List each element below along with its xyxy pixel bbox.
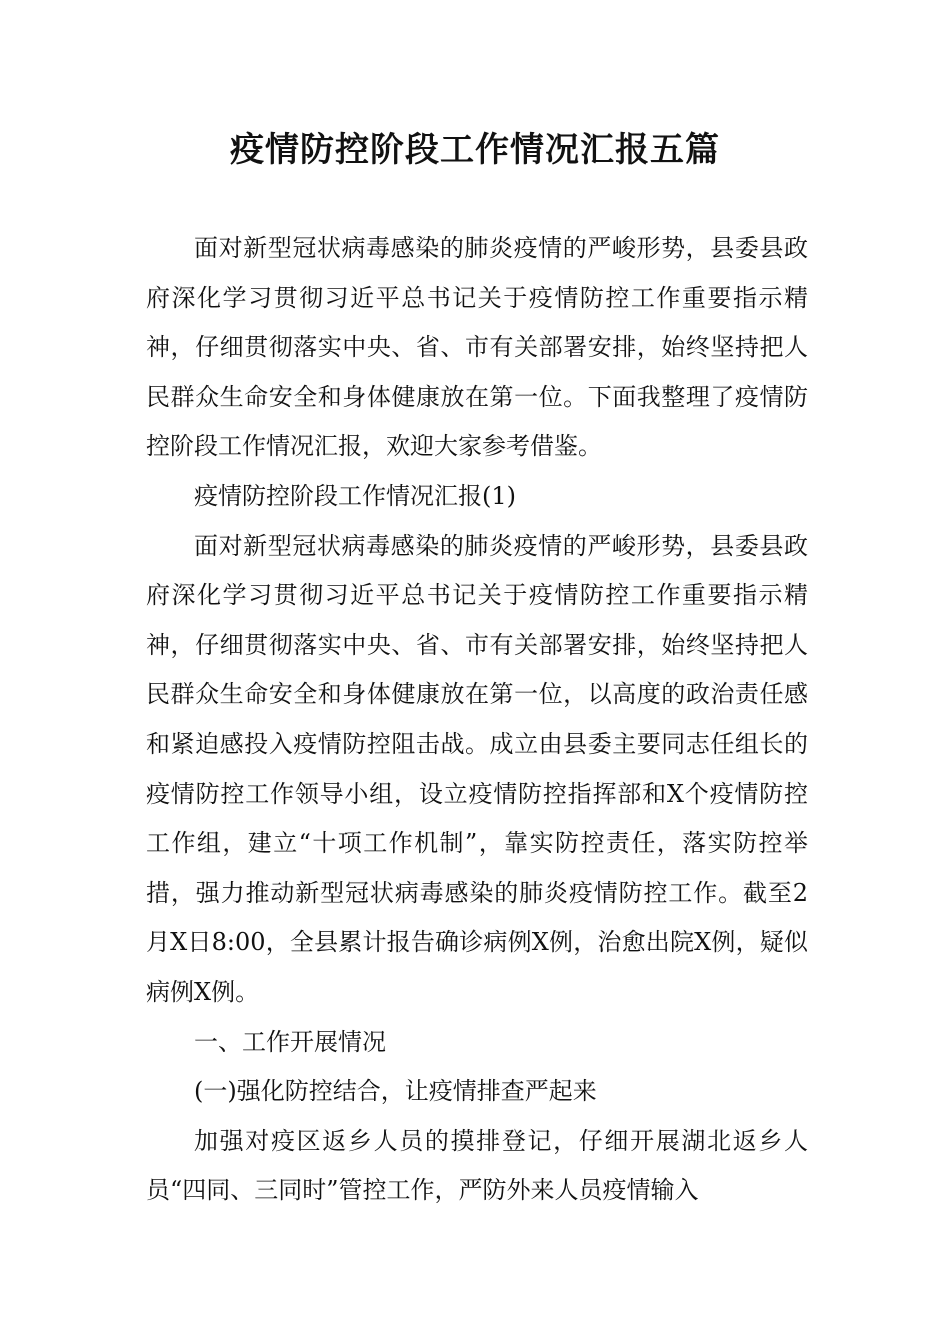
heading-work-status: 一、工作开展情况 <box>194 1027 386 1056</box>
subheading-prevention: (一)强化防控结合，让疫情排查严起来 <box>194 1077 597 1106</box>
paragraph-screening: 加强对疫区返乡人员的摸排登记，仔细开展湖北返乡人员“四同、三同时”管控工作，严防外来人员疫情输入 <box>146 1126 808 1205</box>
section-paragraph: 面对新型冠状病毒感染的肺炎疫情的严峻形势，县委县政府深化学习贯彻习近平总书记关于疫情防控工作重要指示精神，仔细贯彻落实中央、省、市有关部署安排，始终坚持把人民群众生命安全和身体健康放在第一位，以高度的政治责任感和紧迫感投入疫情防控阻击战。成立由县委主要同志任组长的疫情防控工作领导小组，设立疫情防控指挥部和X个疫情防控工作组，建立“十项工作机制”，靠实防控责任，落实防控举措，强力推动新型冠状病毒感染的肺炎疫情防控工作。截至2月X日8:00，全县累计报告确诊病例X例，治愈出院X例，疑似病例X例。 <box>146 531 808 1006</box>
document-body <box>146 224 808 1216</box>
section-title: 疫情防控阶段工作情况汇报(1) <box>194 481 516 510</box>
document-title: 疫情防控阶段工作情况汇报五篇 <box>230 130 720 170</box>
intro-paragraph: 面对新型冠状病毒感染的肺炎疫情的严峻形势，县委县政府深化学习贯彻习近平总书记关于疫情防控工作重要指示精神，仔细贯彻落实中央、省、市有关部署安排，始终坚持把人民群众生命安全和身体健康放在第一位。下面我整理了疫情防控阶段工作情况汇报，欢迎大家参考借鉴。 <box>146 234 808 461</box>
